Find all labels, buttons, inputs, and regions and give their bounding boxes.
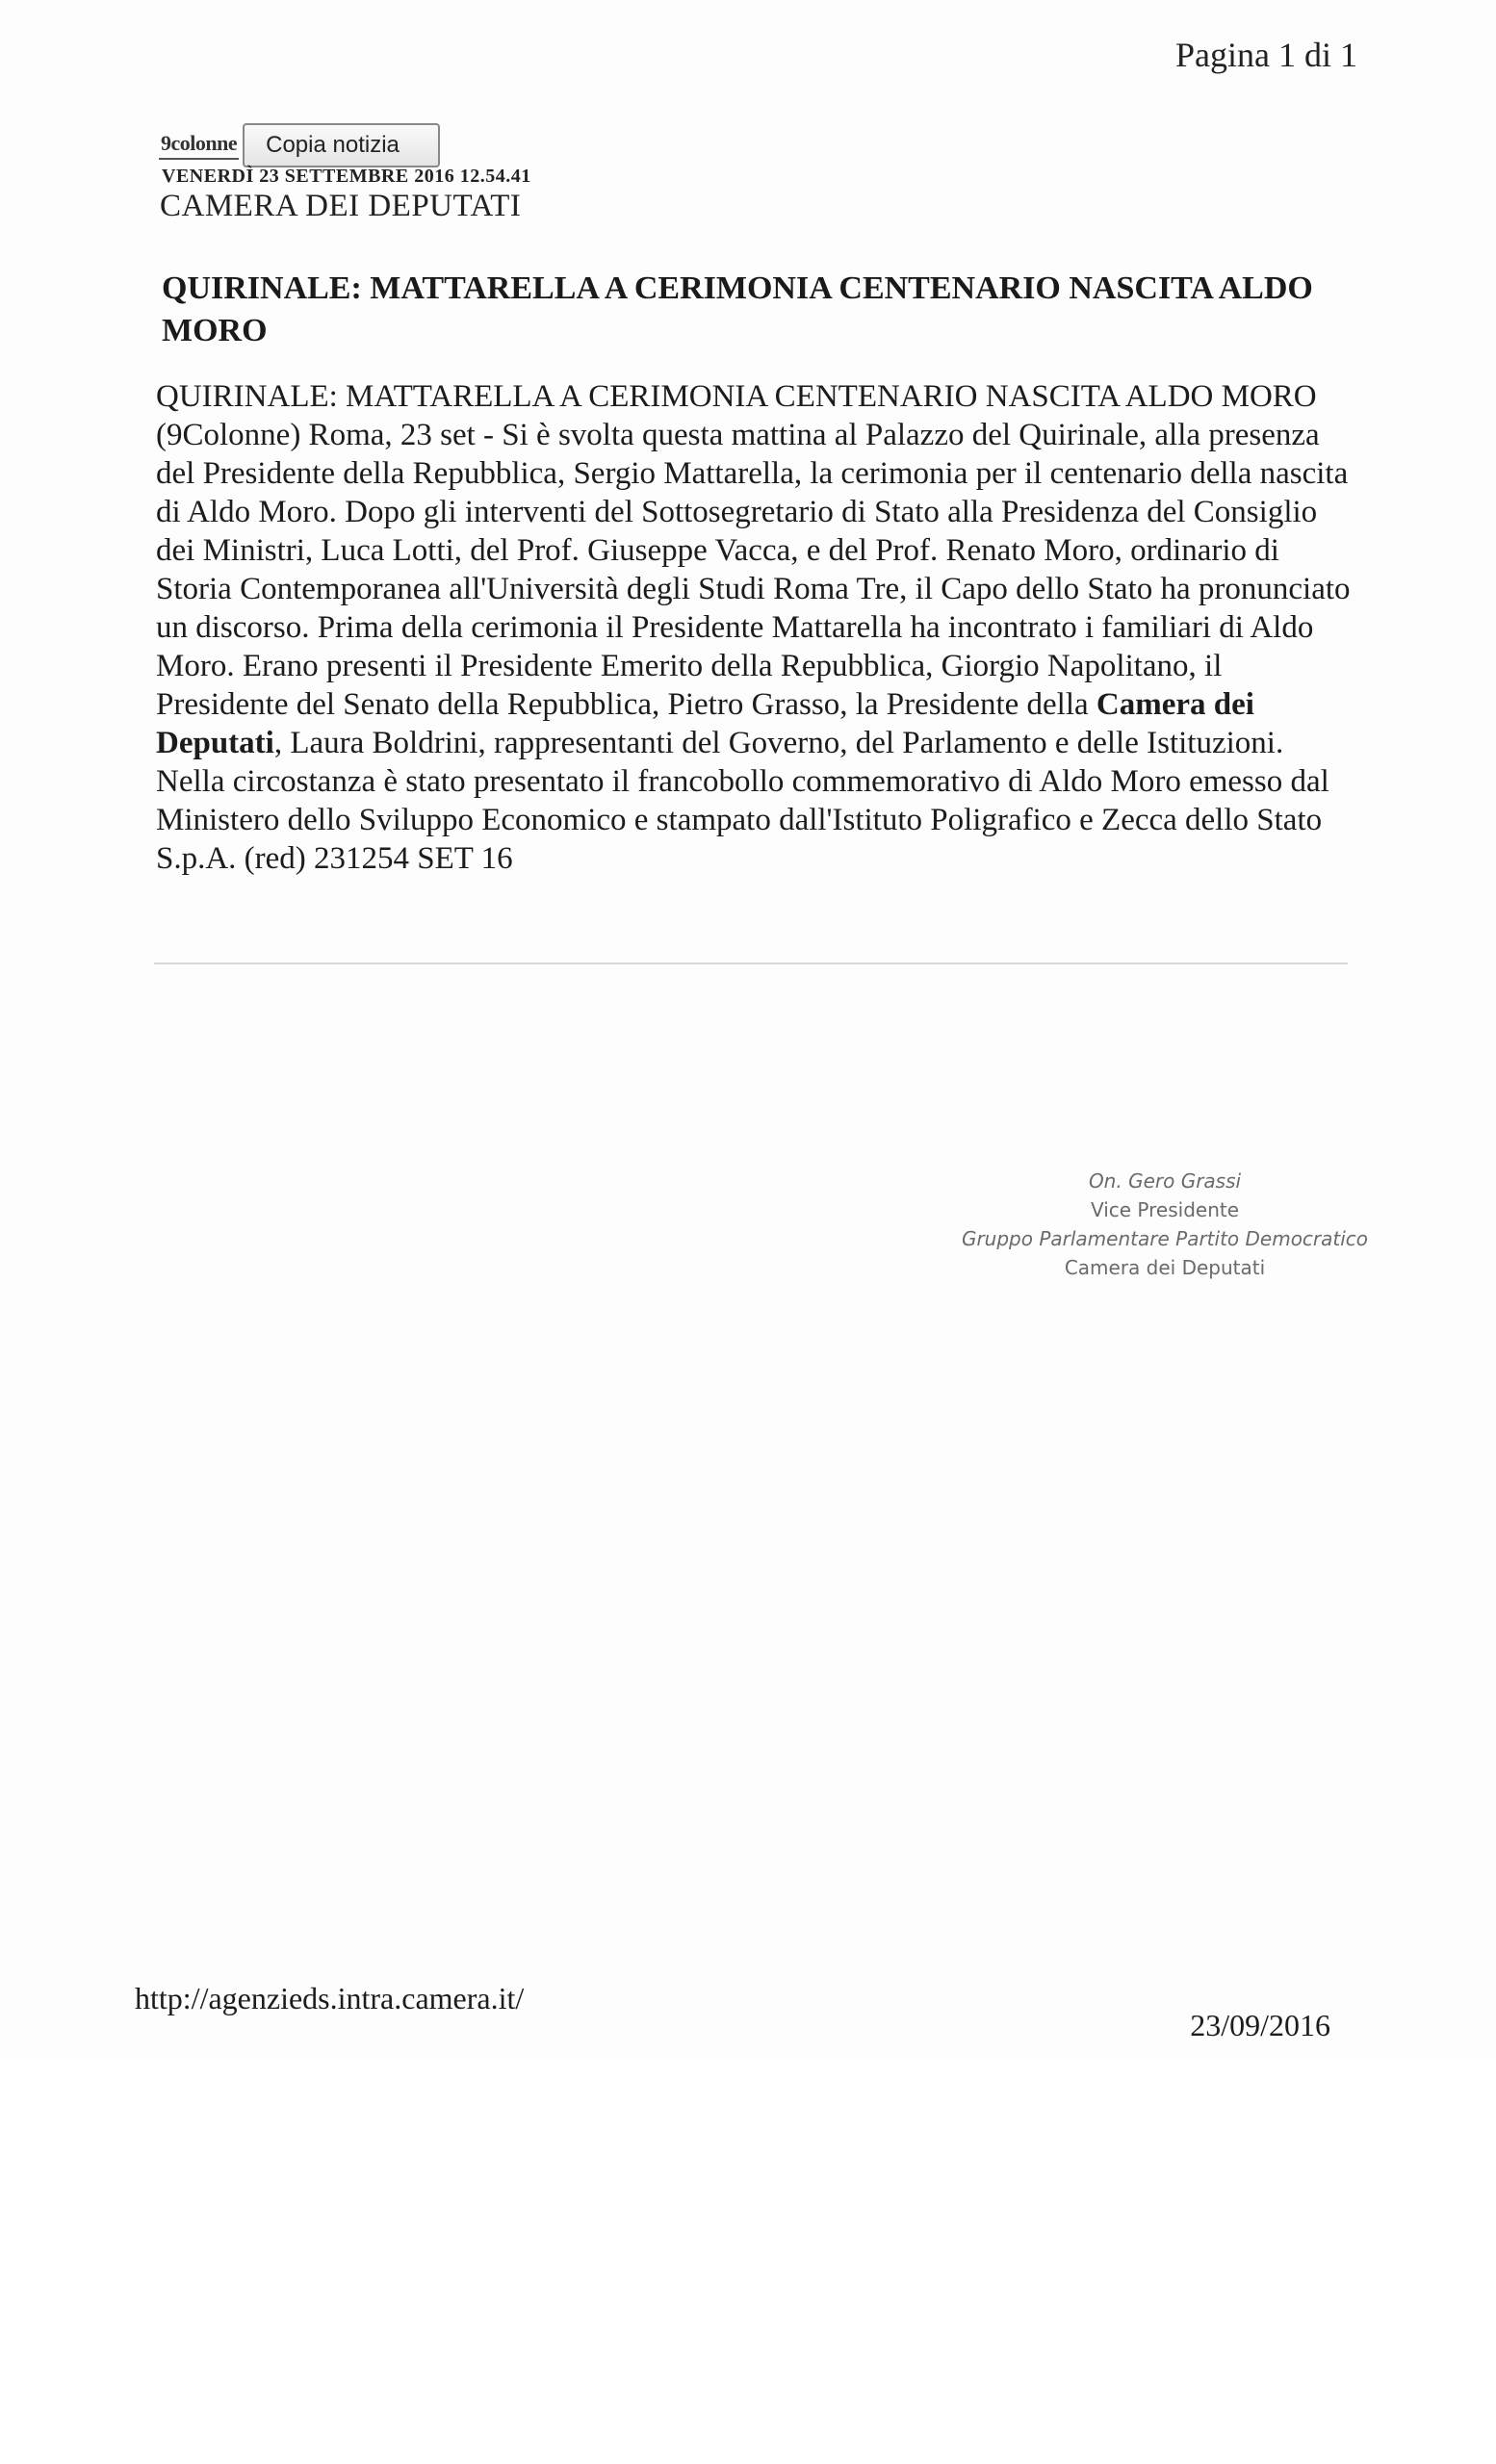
divider	[154, 962, 1348, 964]
official-stamp	[915, 1167, 1415, 1282]
stamp-role: Vice Presidente	[1090, 1198, 1240, 1221]
stamp-name: On. Gero Grassi	[1088, 1169, 1242, 1193]
article-body	[156, 377, 1359, 878]
footer-url: http://agenzieds.intra.camera.it/	[135, 1981, 525, 2015]
agency-logo: 9colonne	[159, 131, 239, 160]
stamp-group: Gruppo Parlamentare Partito Democratico	[961, 1227, 1369, 1250]
article-body-text-end: , Laura Boldrini, rappresentanti del Governo, del Parlamento e delle Istituzioni. Nella circostanza è stato presentato il francobollo commemorativo di Aldo Moro emesso dal Ministero dello Sviluppo Economico e stampato dall'Istituto Poligrafico e Zecca dello Stato S.p.A. (red) 231254 SET 16	[156, 726, 1329, 876]
footer-date: 23/09/2016	[1190, 2008, 1330, 2042]
article-datetime: VENERDÌ 23 SETTEMBRE 2016 12.54.41	[162, 166, 531, 187]
news-toolbar	[159, 123, 440, 167]
stamp-institution: Camera dei Deputati	[1064, 1256, 1266, 1279]
article-body-text: QUIRINALE: MATTARELLA A CERIMONIA CENTENARIO NASCITA ALDO MORO (9Colonne) Roma, 23 set - Si è svolta questa mattina al Palazzo del Quirinale, alla presenza del Presidente della Repubblica, Sergio Mattarella, la cerimonia per il centenario della nascita di Aldo Moro. Dopo gli interventi del Sottosegretario di Stato alla Presidenza del Consiglio dei Ministri, Luca Lotti, del Prof. Giuseppe Vacca, e del Prof. Renato Moro, ordinario di Storia Contemporanea all'Università degli Studi Roma Tre, il Capo dello Stato ha pronunciato un discorso. Prima della cerimonia il Presidente Mattarella ha incontrato i familiari di Aldo Moro. Erano presenti il Presidente Emerito della Repubblica, Giorgio Napolitano, il Presidente del Senato della Repubblica, Pietro Grasso, la Presidente della	[156, 379, 1351, 722]
article-title: QUIRINALE: MATTARELLA A CERIMONIA CENTENARIO NASCITA ALDO MORO	[162, 270, 1313, 348]
article-source: CAMERA DEI DEPUTATI	[160, 189, 522, 223]
article-body-highlight: Camera dei Deputati	[156, 687, 1254, 760]
copy-news-button[interactable]: Copia notizia	[243, 123, 440, 167]
page-number: Pagina 1 di 1	[1175, 36, 1357, 74]
